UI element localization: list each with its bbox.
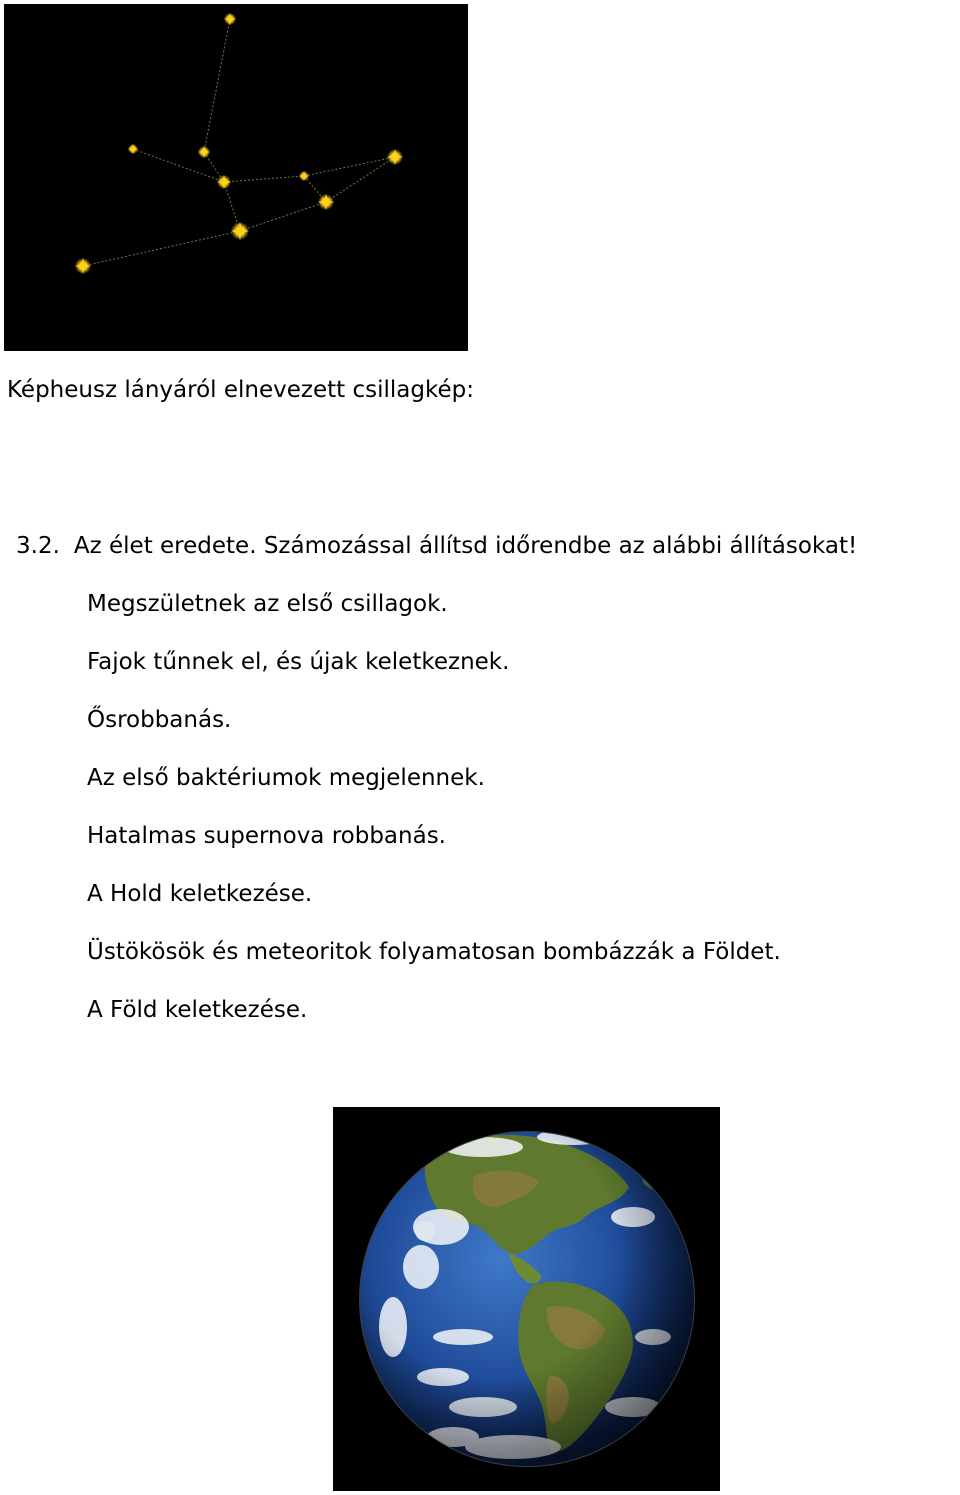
statement-item: A Föld keletkezése. (87, 997, 308, 1023)
statement-item: Fajok tűnnek el, és újak keletkeznek. (87, 649, 510, 675)
star-icon (231, 222, 249, 240)
constellation-caption: Képheusz lányáról elnevezett csillagkép: (7, 377, 474, 403)
star-icon (198, 146, 210, 158)
star-icon (318, 194, 334, 210)
star-icon (224, 13, 236, 25)
earth-globe (333, 1107, 720, 1491)
star-icon (75, 258, 91, 274)
statement-item: Az első baktériumok megjelennek. (87, 765, 485, 791)
star-icon (128, 144, 138, 154)
star-icon (387, 149, 403, 165)
task-number: 3.2. (16, 533, 60, 559)
star-icon (217, 175, 231, 189)
constellation-star-map (4, 4, 468, 351)
earth-image (333, 1107, 720, 1491)
statement-item: Hatalmas supernova robbanás. (87, 823, 446, 849)
constellation-image (4, 4, 468, 351)
constellation-stars (75, 13, 403, 274)
statement-item: A Hold keletkezése. (87, 881, 313, 907)
task-instruction: Az élet eredete. Számozással állítsd időrendbe az alábbi állításokat! (73, 533, 858, 559)
statement-item: Ősrobbanás. (87, 707, 232, 733)
statement-list (87, 588, 781, 1052)
task-heading (16, 530, 857, 562)
statement-item: Üstökösök és meteoritok folyamatosan bombázzák a Földet. (87, 939, 781, 965)
statement-item: Megszületnek az első csillagok. (87, 591, 448, 617)
star-icon (299, 171, 309, 181)
